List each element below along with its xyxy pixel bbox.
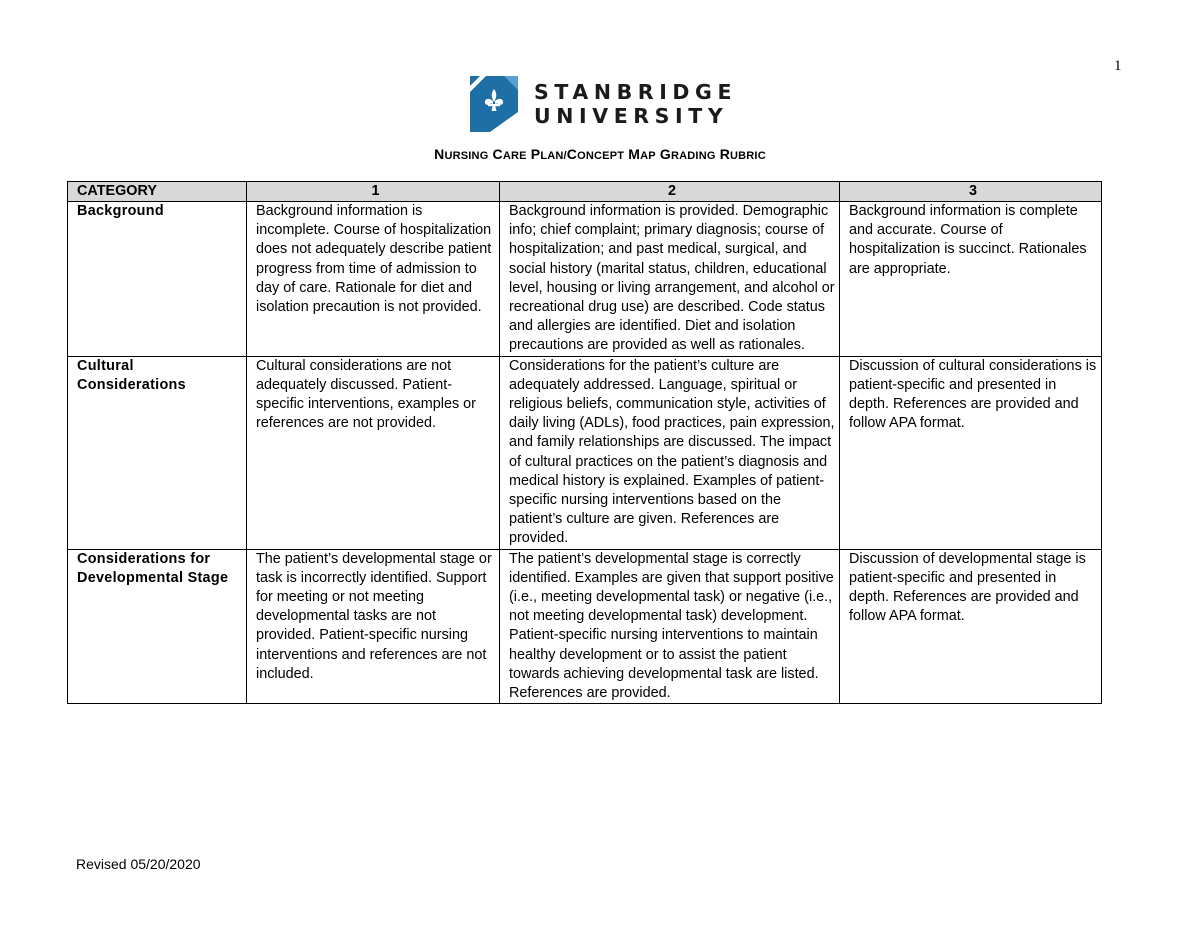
revision-date: Revised 05/20/2020	[76, 856, 201, 872]
category-cell: Considerations for Developmental Stage	[68, 549, 247, 704]
title-initial: R	[719, 146, 730, 162]
fleur-de-lis-icon	[470, 76, 518, 132]
score-1-cell: The patient’s developmental stage or task is incorrectly identified. Support for meeting or not meeting developmental tasks are not provided. Patient-specific nursing interventions and references are not included.	[247, 549, 500, 704]
score-2-cell: The patient’s developmental stage is correctly identified. Examples are given that support positive (i.e., meeting developmental task) or negative (i.e., not meeting developmental task) development. Patient-specific nursing interventions to maintain healthy development or to assist the patient towards achieving developmental task are listed. References are provided.	[500, 549, 840, 704]
title-initial: C	[492, 146, 503, 162]
table-row	[68, 356, 1102, 549]
score-3-cell: Background information is complete and accurate. Course of hospitalization is succinct. Rationales are appropriate.	[840, 202, 1102, 357]
title-initial: M	[628, 146, 641, 162]
column-header-score-1: 1	[247, 182, 500, 202]
university-logo	[470, 76, 737, 132]
title-initial: P	[530, 146, 541, 162]
category-cell: Background	[68, 202, 247, 357]
score-3-cell: Discussion of developmental stage is patient-specific and presented in depth. References are provided and follow APA format.	[840, 549, 1102, 704]
score-2-cell: Background information is provided. Demographic info; chief complaint; primary diagnosis; course of hospitalization; and past medical, surgical, and social history (marital status, children, educational level, housing or living arrangement, and alcohol or recreational drug use) are described. Code status and allergies are identified. Diet and isolation precautions are provided as well as rationales.	[500, 202, 840, 357]
score-1-cell: Cultural considerations are not adequately discussed. Patient-specific interventions, examples or references are not provided.	[247, 356, 500, 549]
title-rest: ONCEPT	[577, 150, 625, 162]
table-row	[68, 549, 1102, 704]
title-initial: C	[566, 146, 578, 162]
title-rest: LAN/	[540, 150, 567, 162]
grading-rubric-table	[67, 181, 1102, 704]
title-rest: AP	[640, 150, 656, 162]
score-1-cell: Background information is incomplete. Course of hospitalization does not adequately describe patient progress from time of admission to day of care. Rationale for diet and isolation precaution is not provided.	[247, 202, 500, 357]
table-row	[68, 202, 1102, 357]
title-initial: G	[659, 146, 671, 162]
column-header-score-2: 2	[500, 182, 840, 202]
logo-line-2: UNIVERSITY	[534, 104, 729, 128]
category-cell: Cultural Considerations	[68, 356, 247, 549]
title-rest: URSING	[444, 150, 489, 162]
logo-line-1: STANBRIDGE	[534, 80, 738, 104]
page-number: 1	[1114, 58, 1122, 74]
column-header-category: CATEGORY	[68, 182, 247, 202]
table-header-row	[68, 182, 1102, 202]
title-rest: ARE	[502, 150, 527, 162]
title-rest: UBRIC	[730, 150, 766, 162]
score-2-cell: Considerations for the patient’s culture are adequately addressed. Language, spiritual or religious beliefs, communication style, activities of daily living (ADLs), food practices, pain expression, and family relationships are discussed. The impact of cultural practices on the patient’s diagnosis and medical history is explained. Examples of patient-specific nursing interventions based on the patient’s culture are given. References are provided.	[500, 356, 840, 549]
logo-wordmark	[534, 80, 737, 128]
column-header-score-3: 3	[840, 182, 1102, 202]
title-rest: RADING	[671, 150, 716, 162]
score-3-cell: Discussion of cultural considerations is patient-specific and presented in depth. References are provided and follow APA format.	[840, 356, 1102, 549]
document-title	[0, 146, 1200, 162]
title-initial: N	[434, 146, 445, 162]
